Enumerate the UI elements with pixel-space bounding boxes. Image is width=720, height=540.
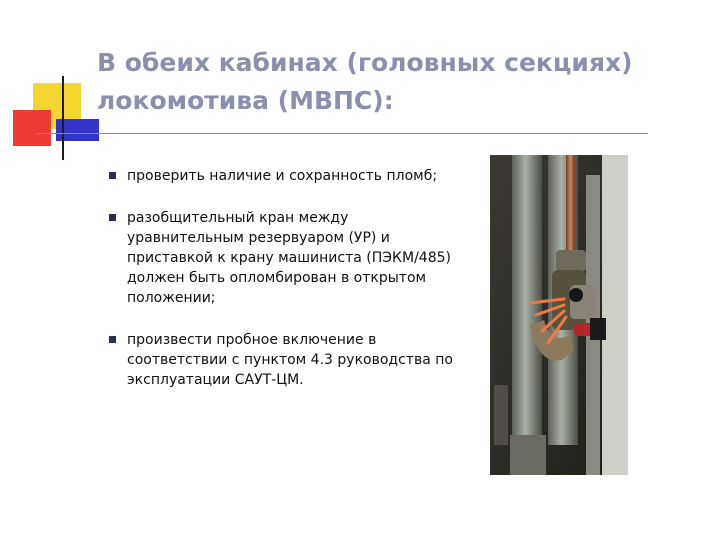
slide-title-line-1: В обеих кабинах (головных секциях)	[97, 48, 633, 77]
bullet-square-icon	[109, 172, 116, 179]
bullet-text-2: разобщительный кран между уравнительным резервуаром (УР) и приставкой к крану машиниста (ПЭКМ/485) должен быть опломбирован в открытом положении;	[127, 210, 451, 306]
bullet-text-1: проверить наличие и сохранность пломб;	[127, 168, 438, 184]
decor-red-square	[13, 110, 51, 146]
slide-title	[97, 44, 657, 120]
title-divider	[36, 133, 648, 134]
bullet-list	[107, 166, 467, 390]
bullet-square-icon	[109, 336, 116, 343]
slide-title-line-2: локомотива (МВПС):	[97, 86, 394, 115]
decor-vertical-line	[62, 76, 64, 160]
bullet-item-1	[107, 166, 467, 186]
bullet-square-icon	[109, 214, 116, 221]
bullet-item-3	[107, 330, 467, 390]
valve-photo	[490, 155, 628, 475]
bullet-text-3: произвести пробное включение в соответствии с пунктом 4.3 руководства по эксплуатации САУТ-ЦМ.	[127, 332, 453, 388]
bullet-item-2	[107, 208, 467, 308]
